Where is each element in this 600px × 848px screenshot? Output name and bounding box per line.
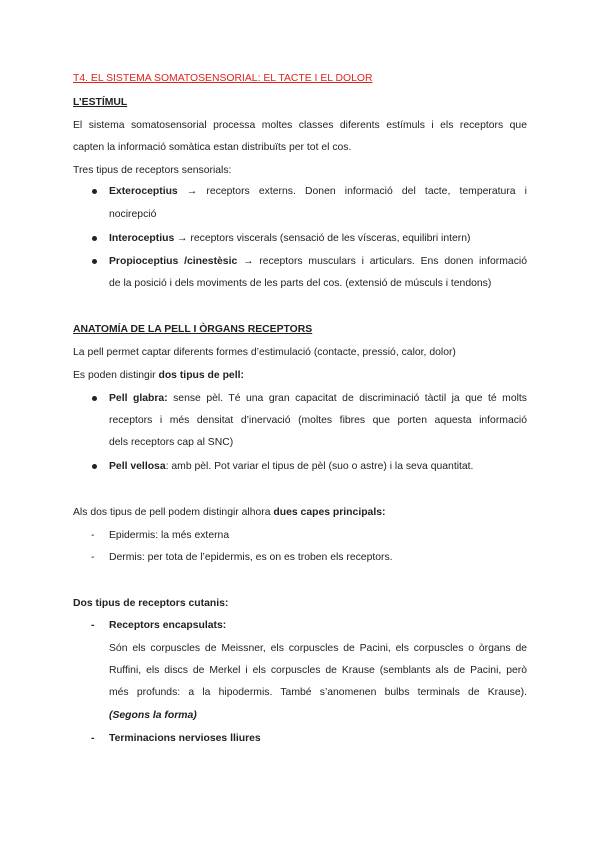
list-item-term: Exteroceptius bbox=[109, 186, 178, 197]
list-item-text: : amb pèl. Pot variar el tipus de pèl (suo o astre) i la seva quantitat. bbox=[165, 461, 474, 472]
paragraph-text: Es poden distingir bbox=[73, 370, 159, 381]
list-item-text: sense pèl. Té una gran capacitat de discriminació tàctil ja que té molts bbox=[167, 393, 527, 404]
receptor-type-label: Receptors encapsulats: bbox=[109, 620, 227, 631]
paragraph-line: La pell permet captar diferents formes d’estimulació (contacte, pressió, calor, dolor) bbox=[73, 347, 456, 358]
paragraph-text: Als dos tipus de pell podem distingir alhora bbox=[73, 507, 274, 518]
list-item-text: → receptors viscerals (sensació de les vísceras, equilibri intern) bbox=[174, 233, 471, 244]
list-item-term: Pell glabra: bbox=[109, 393, 168, 404]
dash-bullet: - bbox=[91, 530, 95, 541]
bullet-icon bbox=[92, 259, 97, 264]
list-item-term: Propioceptius /cinestèsic bbox=[109, 256, 238, 267]
paragraph-line bbox=[73, 369, 244, 383]
list-item-text: → receptors externs. Donen informació del tacte, temperatura i bbox=[177, 186, 527, 197]
dash-bullet: - bbox=[91, 552, 95, 563]
receptor-description-line: més profunds: a la hipodermis. També s’anomenen bulbs terminals de Krause). bbox=[109, 687, 527, 698]
paragraph-line: Tres tipus de receptors sensorials: bbox=[73, 165, 232, 176]
list-item-pell-vellosa bbox=[109, 460, 473, 474]
dash-bullet: - bbox=[91, 620, 95, 631]
list-item-continuation: receptors i més densitat d’inervació (moltes fibres que porten aquesta informació bbox=[109, 415, 527, 426]
bullet-icon bbox=[92, 396, 97, 401]
paragraph-line: capten la informació somàtica estan distribuïts per tot el cos. bbox=[73, 142, 352, 153]
bullet-icon bbox=[92, 236, 97, 241]
section-heading-receptors: Dos tipus de receptors cutanis: bbox=[73, 598, 229, 609]
bullet-icon bbox=[92, 189, 97, 194]
dash-item-dermis: Dermis: per tota de l’epidermis, es on es troben els receptors. bbox=[109, 552, 393, 563]
list-item-continuation: nocirepció bbox=[109, 209, 157, 220]
receptor-note: (Segons la forma) bbox=[109, 710, 197, 721]
bullet-icon bbox=[92, 464, 97, 469]
list-item-pell-glabra bbox=[109, 392, 527, 406]
list-item-interoceptius bbox=[109, 232, 471, 246]
paragraph-line: El sistema somatosensorial processa moltes classes diferents estímuls i els receptors que bbox=[73, 120, 527, 131]
list-item-term: Pell vellosa bbox=[109, 461, 166, 472]
receptor-description-line: Són els corpuscles de Meissner, els corpuscles de Pacini, els corpuscles o òrgans de bbox=[109, 643, 527, 654]
paragraph-line bbox=[73, 506, 385, 520]
list-item-propioceptius bbox=[109, 255, 527, 269]
dash-bullet: - bbox=[91, 733, 95, 744]
list-item-term: Interoceptius bbox=[109, 233, 175, 244]
list-item-continuation: de la posició i dels moviments de les parts del cos. (extensió de músculs i tendons) bbox=[109, 278, 492, 289]
dash-item-epidermis: Epidermis: la més externa bbox=[109, 530, 230, 541]
receptor-type-label: Terminacions nervioses lliures bbox=[109, 733, 261, 744]
list-item-exteroceptius bbox=[109, 185, 527, 199]
page-title: T4. EL SISTEMA SOMATOSENSORIAL: EL TACTE I EL DOLOR bbox=[73, 73, 373, 84]
list-item-text: → receptors musculars i articulars. Ens donen informació bbox=[237, 256, 527, 267]
paragraph-emphasis: dos tipus de pell: bbox=[158, 370, 244, 381]
list-item-continuation: dels receptors cap al SNC) bbox=[109, 437, 234, 448]
receptor-description-line: Ruffini, els discs de Merkel i els corpuscles de Krause (semblants als de Pacini, però bbox=[109, 665, 527, 676]
section-heading-estimul: L’ESTÍMUL bbox=[73, 97, 128, 108]
paragraph-emphasis: dues capes principals: bbox=[273, 507, 386, 518]
section-heading-anatomia: ANATOMÍA DE LA PELL I ÒRGANS RECEPTORS bbox=[73, 324, 313, 335]
